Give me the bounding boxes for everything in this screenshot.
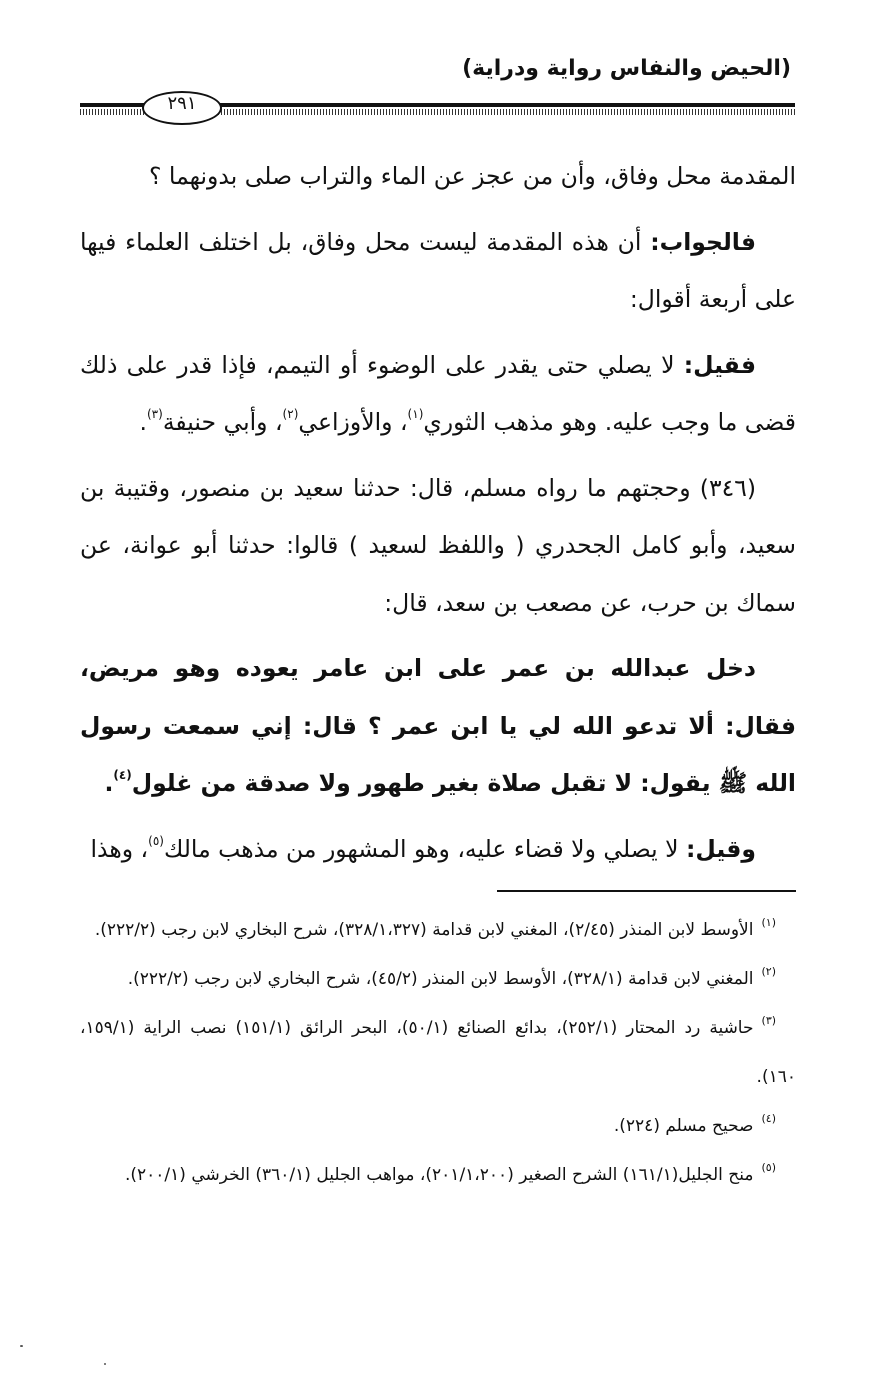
footnote-ref-4: (٤) xyxy=(113,768,132,782)
footnote-ref-2: (٢) xyxy=(282,407,299,421)
paragraph-3-text-a: لا يصلي حتى يقدر على الوضوء أو التيمم، فإذا قدر على ذلك قضى ما وجب عليه. وهو مذهب الثوري xyxy=(80,350,796,436)
footnote-4 xyxy=(80,1102,796,1151)
paragraph-4-text: (٣٤٦) وحجتهم ما رواه مسلم، قال: حدثنا سعيد بن منصور، وقتيبة بن سعيد، وأبو كامل الجحدري ( واللفظ لسعيد ) قالوا: حدثنا أبو عوانة، عن سماك بن حرب، عن مصعب بن سعد، قال: xyxy=(80,473,796,617)
paragraph-3 xyxy=(80,337,796,452)
footnote-1 xyxy=(80,906,796,955)
footnote-text-2: المغني لابن قدامة (٣٢٨/١)، الأوسط لابن المنذر (٤٥/٢)، شرح البخاري لابن رجب (٢٢٢/٢). xyxy=(127,969,754,989)
scan-speck xyxy=(104,1363,106,1365)
footnote-ref-3: (٣) xyxy=(146,407,163,421)
footnote-2 xyxy=(80,955,796,1004)
footnote-mark-1: (١) xyxy=(761,916,776,929)
running-head-title: (الحيض والنفاس رواية ودراية) xyxy=(462,56,791,81)
paragraph-4 xyxy=(80,460,796,633)
footnote-mark-3: (٣) xyxy=(761,1014,777,1027)
page-number: ٢٩١ xyxy=(167,93,197,114)
hadith-text xyxy=(80,640,796,813)
paragraph-6-text: لا يصلي ولا قضاء عليه، وهو المشهور من مذهب مالك xyxy=(163,834,679,863)
hadith-body: دخل عبدالله بن عمر على ابن عامر يعوده وهو مريض، فقال: ألا تدعو الله لي يا ابن عمر ؟ قال: إني سمعت رسول الله ﷺ يقول: لا تقبل صلاة بغير طهور ولا صدقة من غلول xyxy=(80,654,796,797)
answer-lead: فالجواب: xyxy=(650,227,756,256)
paragraph-1-text: المقدمة محل وفاق، وأن من عجز عن الماء والتراب صلى بدونهما ؟ xyxy=(148,162,796,190)
footnote-mark-4: (٤) xyxy=(761,1112,776,1125)
paragraph-3-text-c: ، وأبي حنيفة xyxy=(162,408,283,436)
paragraph-1 xyxy=(80,148,796,206)
footnote-5 xyxy=(80,1151,796,1200)
footnotes xyxy=(80,906,796,1200)
footnote-text-1: الأوسط لابن المنذر (٢/٤٥)، المغني لابن قدامة (٣٢٨/١،٣٢٧)، شرح البخاري لابن رجب (٢٢٢/٢). xyxy=(94,920,754,940)
footnote-text-4: صحيح مسلم (٢٢٤). xyxy=(613,1116,754,1136)
footnote-3 xyxy=(80,1004,796,1102)
paragraph-2 xyxy=(80,214,796,329)
paragraph-3-text-b: ، والأوزاعي xyxy=(298,408,408,436)
footnote-separator xyxy=(497,890,796,892)
scan-speck xyxy=(20,1345,23,1347)
second-opinion-lead: وقيل: xyxy=(686,834,756,863)
footnote-mark-2: (٢) xyxy=(761,965,776,978)
hadith-end: . xyxy=(104,769,114,797)
footnote-mark-5: (٥) xyxy=(761,1161,776,1174)
footnote-ref-1: (١) xyxy=(407,407,424,421)
main-text xyxy=(80,148,796,886)
paragraph-6 xyxy=(80,821,796,879)
first-opinion-lead: فقيل: xyxy=(683,350,756,379)
footnote-text-3: حاشية رد المحتار (٢٥٢/١)، بدائع الصنائع (٥٠/١)، البحر الرائق (١٥١/١) نصب الراية (١٥٩/١، ١٦٠). xyxy=(80,1018,796,1087)
paragraph-2-text: أن هذه المقدمة ليست محل وفاق، بل اختلف العلماء فيها على أربعة أقوال: xyxy=(80,227,796,313)
footnote-text-5: منح الجليل(١٦١/١) الشرح الصغير (٢٠١/١،٢٠٠)، مواهب الجليل (٣٦٠/١) الخرشي (٢٠٠/١). xyxy=(124,1165,754,1185)
paragraph-6-end: ، وهذا xyxy=(90,834,149,863)
paragraph-3-end: . xyxy=(139,408,147,436)
footnote-ref-5: (٥) xyxy=(148,833,164,848)
